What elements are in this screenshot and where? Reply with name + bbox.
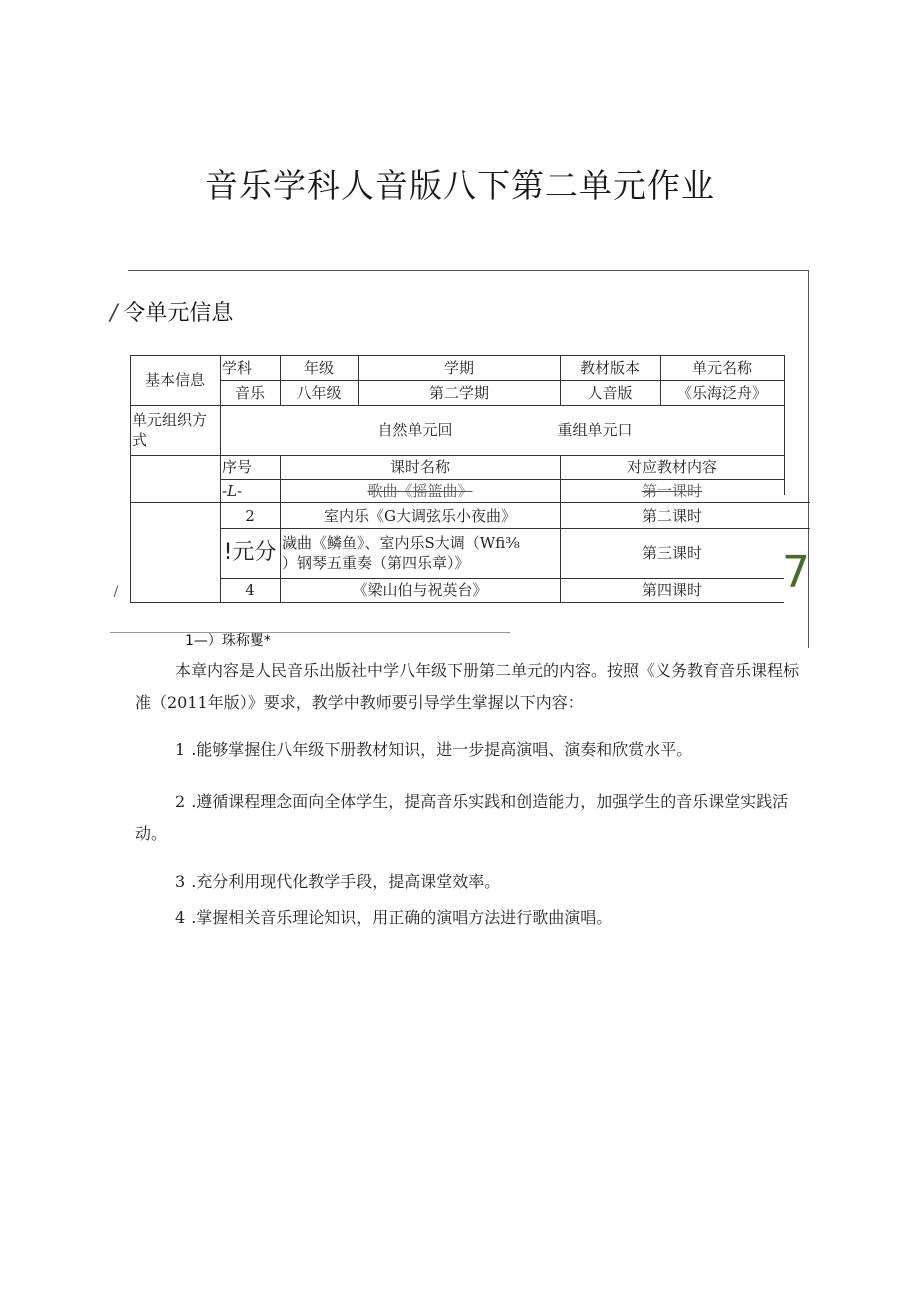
side-number-mark: 7 [782,547,810,598]
goal-item-4 [175,902,805,934]
lesson-2-no: 2 [245,507,255,525]
goal-number: 1 [175,740,186,759]
value-grade: 八年级 [296,383,342,402]
left-slash-mark: / [113,584,119,600]
goal-number: 3 [175,872,186,891]
heading-label: 令单元信息 [123,301,234,326]
table-line [784,355,785,495]
lesson-4-no: 4 [245,581,255,599]
lesson-3-name [280,528,560,578]
lesson-3-content: 第三课时 [641,544,702,562]
header-unit-name: 单元名称 [691,358,752,377]
lesson-3-name-line1: 濊曲《鳞鱼》、室内乐S大调（Wfi⅜ [282,534,520,552]
unit-info-heading [110,296,233,327]
goal-item-1 [175,734,805,766]
goal-text: .遵循课程理念面向全体学生，提高音乐实践和创造能力，加强学生的音乐课堂实践活动。 [135,792,789,843]
table-line [130,602,784,603]
goal-text: .掌握相关音乐理论知识，用正确的演唱方法进行歌曲演唱。 [191,908,613,927]
header-subject: 学科 [222,358,253,377]
org-natural-option: 自然单元回 [377,421,453,439]
lesson-header-content: 对应教材内容 [626,458,717,476]
goal-item-3 [175,866,805,898]
lesson-1-no: -L- [222,481,243,500]
value-subject: 音乐 [234,383,265,402]
basic-info-label: 基本信息 [144,371,205,389]
header-term: 学期 [443,358,474,377]
lesson-3-no: !元分 [223,540,277,565]
lesson-4-content: 第四课时 [641,581,702,599]
lesson-header-no: 序号 [222,458,253,476]
intro-paragraph: 本章内容是人民音乐出版社中学八年级下册第二单元的内容。按照《义务教育音乐课程标准（2011年版）》要求，教学中教师要引导学生掌握以下内容： [135,661,800,712]
value-unit-name: 《乐海泛舟》 [676,383,767,402]
frame-bottom-rule [110,632,510,633]
org-regroup-option: 重组单元口 [557,421,633,439]
lesson-4-name: 《梁山伯与祝英台》 [352,581,488,599]
goal-number: 2 [175,792,186,811]
frame-top-rule [128,270,808,271]
lesson-1-name: 歌曲《摇篮曲》 [367,481,473,500]
sub-heading: 1—）珠称矍* [185,633,271,649]
goal-text: .能够掌握住八年级下册教材知识，进一步提高演唱、演奏和欣赏水平。 [191,740,693,759]
lesson-3-name-line2: ）钢琴五重奏（第四乐章）》 [282,554,470,572]
lesson-1-content: 第一课时 [641,481,702,500]
org-label: 单元组织方式 [132,411,208,449]
lesson-header-name: 课时名称 [389,458,450,476]
header-edition: 教材版本 [579,358,640,377]
value-term: 第二学期 [428,383,489,402]
table-line [130,502,810,503]
heading-mark: / [110,301,118,326]
header-grade: 年级 [303,358,334,377]
value-edition: 人音版 [587,383,633,402]
goal-number: 4 [175,908,186,927]
lesson-2-name: 室内乐《G大调弦乐小夜曲》 [324,507,516,525]
goal-text: .充分利用现代化教学手段，提高课堂效率。 [191,872,501,891]
goal-item-2 [135,786,805,850]
document-title: 音乐学科人音版八下第二单元作业 [205,166,715,205]
lesson-2-content: 第二课时 [641,507,702,525]
